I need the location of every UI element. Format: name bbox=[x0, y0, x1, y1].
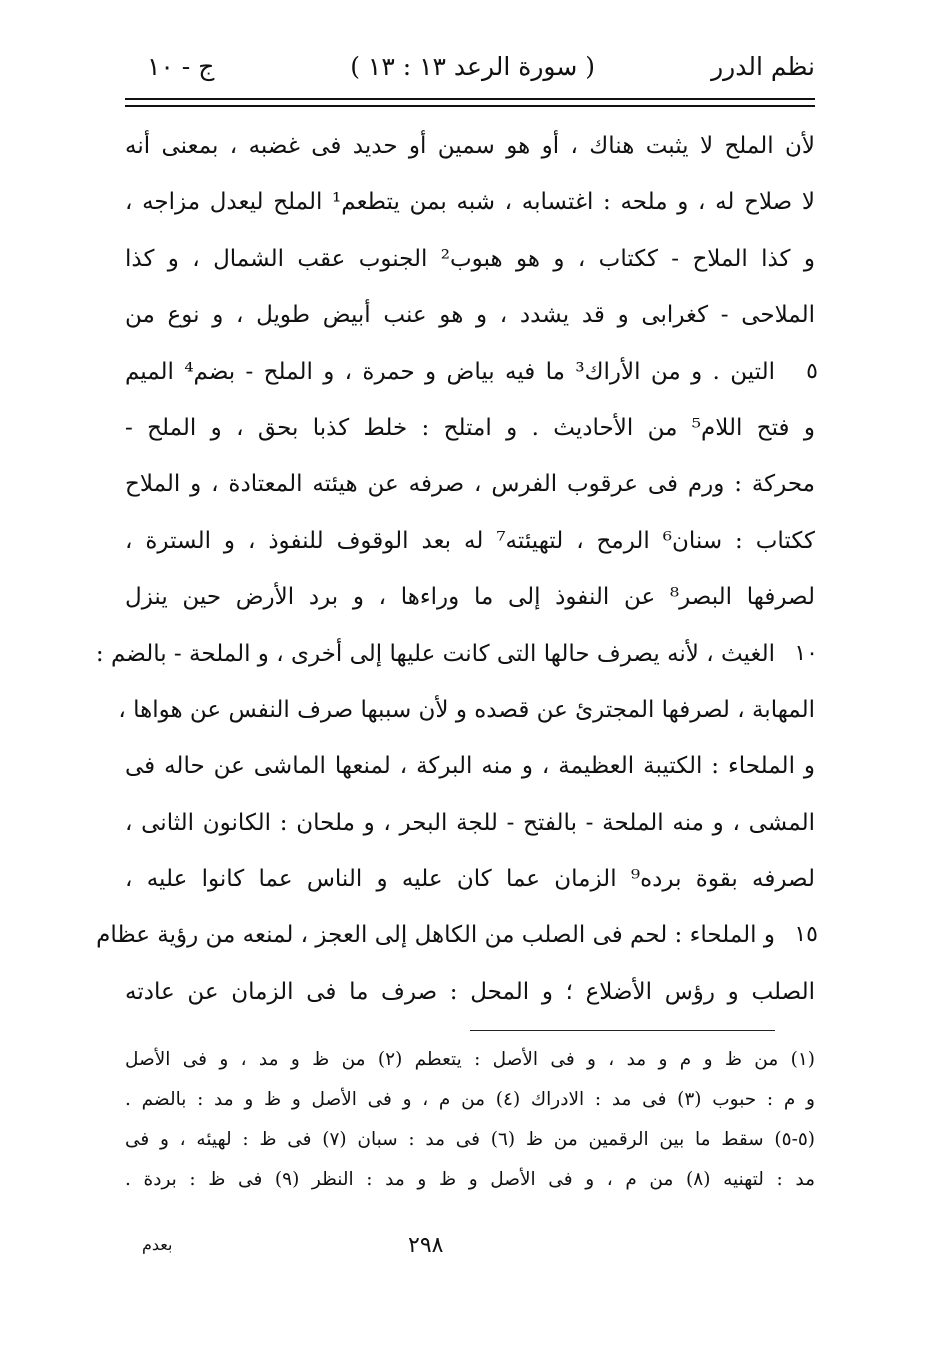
line-text: الصلب و رؤس الأضلاع ؛ و المحل : صرف ما فى الزمان عن عادته bbox=[125, 978, 815, 1005]
surah-reference: ( سورة الرعد ١٣ : ١٣ ) bbox=[350, 52, 595, 81]
text-line bbox=[125, 174, 815, 230]
line-text: و الملحاء : لحم فى الصلب من الكاهل إلى العجز ، لمنعه من رؤية عظام bbox=[96, 922, 775, 949]
line-text: محركة : ورم فى عرقوب الفرس ، صرفه عن هيئته المعتادة ، و الملاح bbox=[125, 471, 815, 498]
line-number: ١٠ bbox=[794, 640, 818, 666]
line-text: ككتاب : سنان⁶ الرمح ، لتهيئته⁷ له بعد الوقوف للنفوذ ، و السترة ، bbox=[125, 527, 815, 554]
footnote-separator bbox=[470, 1030, 775, 1031]
running-header bbox=[125, 52, 815, 92]
footnote-line: و م : حبوب (٣) فى مد : الادراك (٤) من م ، و فى الأصل و ظ و مد : بالضم . bbox=[125, 1089, 815, 1110]
line-text: لا صلاح له ، و ملحه : اغتسابه ، شبه بمن يتطعم¹ الملح ليعدل مزاجه ، bbox=[125, 189, 815, 216]
line-text: و الملحاء : الكتيبة العظيمة ، و منه البركة ، لمنعها الماشى عن حاله فى bbox=[125, 753, 815, 780]
main-text bbox=[95, 118, 818, 1020]
line-text: لأن الملح لا يثبت هناك ، أو هو سمين أو حديد فى غضبه ، بمعنى أنه bbox=[125, 133, 815, 159]
line-number: ١٥ bbox=[794, 922, 818, 948]
text-line bbox=[118, 682, 815, 738]
line-text: المهابة ، لصرفها المجترئ عن قصده و لأن سببها صرف النفس عن هواها ، bbox=[118, 696, 815, 723]
text-line bbox=[125, 738, 815, 794]
text-line bbox=[125, 569, 815, 625]
line-text: الملاحى - كغرابى و قد يشدد ، و هو عنب أبيض طويل ، و نوع من bbox=[125, 302, 815, 329]
line-text: المشى ، و منه الملحة - بالفتح - للجة البحر ، و ملحان : الكانون الثانى ، bbox=[125, 809, 815, 836]
book-title: نظم الدرر bbox=[711, 52, 815, 81]
text-line bbox=[125, 118, 815, 174]
text-line bbox=[125, 456, 815, 512]
header-rule-top bbox=[125, 98, 815, 100]
catchword: بعدم bbox=[142, 1235, 173, 1254]
text-line bbox=[125, 344, 818, 400]
line-text: لصرفه بقوة برده⁹ الزمان عما كان عليه و الناس عما كانوا عليه ، bbox=[125, 866, 816, 893]
text-line bbox=[125, 400, 815, 456]
header-rule-bottom bbox=[125, 105, 815, 107]
line-text: التين . و من الأراك³ ما فيه بياض و حمرة ، و الملح - بضم⁴ الميم bbox=[125, 358, 775, 385]
line-text: لصرفها البصر⁸ عن النفوذ إلى ما وراءها ، و برد الأرض حين ينزل bbox=[125, 584, 815, 611]
text-line bbox=[95, 626, 818, 682]
footnote-line: (١) من ظ و م و مد ، و فى الأصل : يتعطم (٢) من ظ و مد ، و فى الأصل bbox=[125, 1049, 815, 1070]
line-text: و كذا الملاح - ككتاب ، و هو هبوب² الجنوب عقب الشمال ، و كذا bbox=[125, 245, 815, 272]
volume-number: ج - ١٠ bbox=[147, 52, 215, 81]
line-number: ٥ bbox=[806, 358, 818, 384]
line-text: الغيث ، لأنه يصرف حالها التى كانت عليها إلى أخرى ، و الملحة - بالضم : bbox=[95, 640, 775, 667]
text-line bbox=[125, 287, 815, 343]
text-line bbox=[125, 964, 815, 1020]
text-line bbox=[96, 907, 818, 963]
footnote-line: (٥-٥) سقط ما بين الرقمين من ظ (٦) فى مد : سبان (٧) فى ظ : لهيئه ، و فى bbox=[125, 1129, 816, 1150]
text-line bbox=[125, 513, 815, 569]
footnotes bbox=[125, 1040, 815, 1200]
text-line bbox=[125, 795, 815, 851]
line-text: و فتح اللام⁵ من الأحاديث . و امتلح : خلط كذبا بحق ، و الملح - bbox=[125, 414, 816, 441]
text-line bbox=[125, 231, 815, 287]
text-line bbox=[125, 851, 815, 907]
footnote-line: مد : لتهنيه (٨) من م ، و فى الأصل و ظ و مد : النظر (٩) فى ظ : بردة . bbox=[125, 1169, 816, 1190]
page-number: ٢٩٨ bbox=[408, 1233, 444, 1258]
